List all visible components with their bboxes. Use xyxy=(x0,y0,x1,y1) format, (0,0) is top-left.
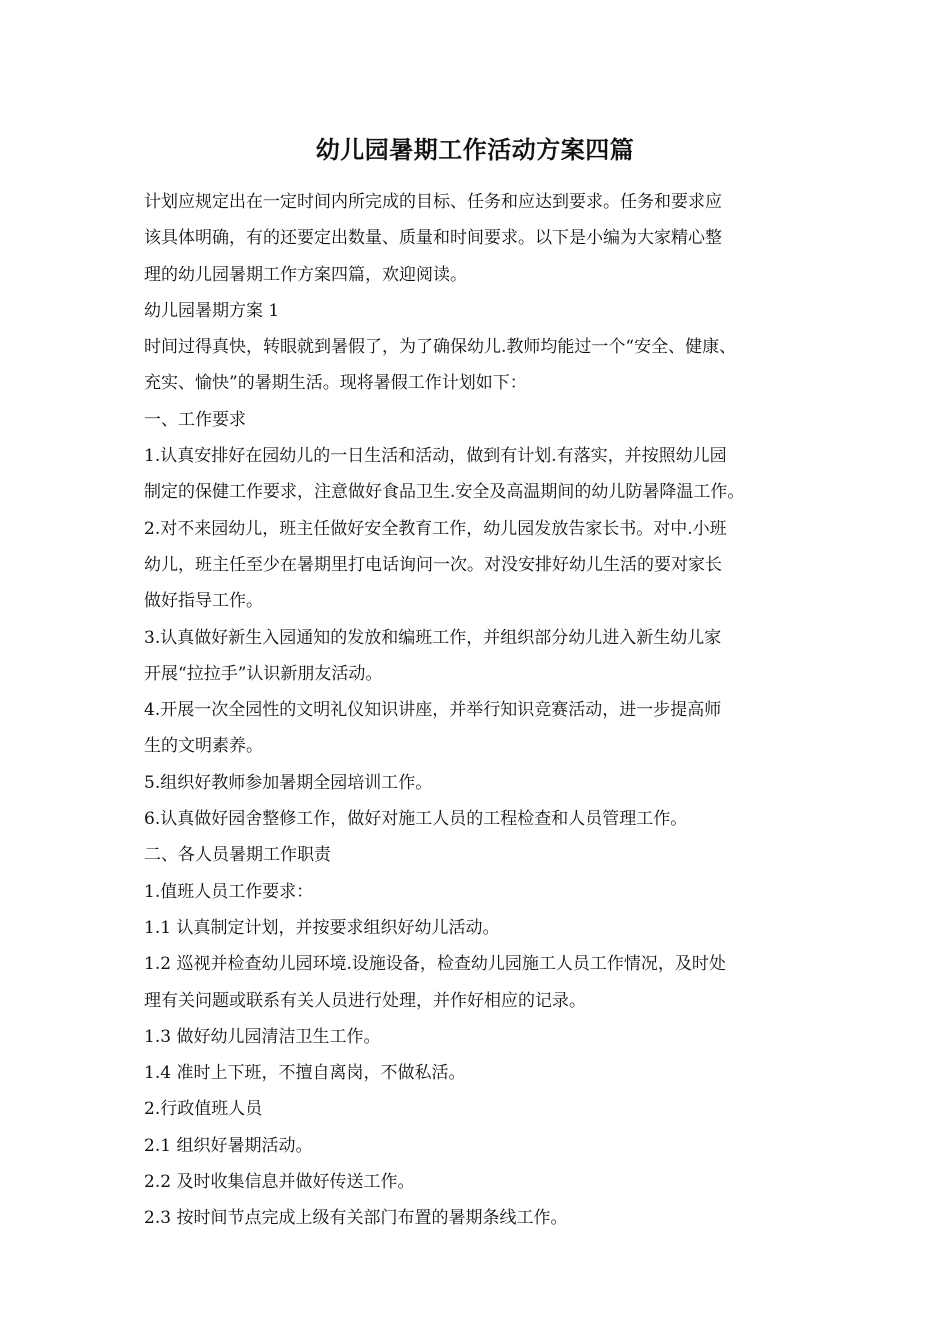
text-line: 计划应规定出在一定时间内所完成的目标、任务和应达到要求。任务和要求应 xyxy=(144,192,722,212)
paragraph xyxy=(144,329,824,402)
text-line: 生的文明素养。 xyxy=(144,736,263,757)
paragraph xyxy=(144,402,824,438)
text-line: 1.3 做好幼儿园清洁卫生工作。 xyxy=(144,1026,381,1047)
paragraph xyxy=(144,1164,824,1200)
text-line: 2.对不来园幼儿，班主任做好安全教育工作，幼儿园发放告家长书。对中.小班 xyxy=(144,518,727,539)
text-line: 1.认真安排好在园幼儿的一日生活和活动，做到有计划.有落实，并按照幼儿园 xyxy=(144,446,727,467)
text-line: 理有关问题或联系有关人员进行处理，并作好相应的记录。 xyxy=(144,990,586,1011)
text-line: 3.认真做好新生入园通知的发放和编班工作，并组织部分幼儿进入新生幼儿家 xyxy=(144,627,722,648)
text-line: 该具体明确，有的还要定出数量、质量和时间要求。以下是小编为大家精心整 xyxy=(144,228,722,249)
text-line: 时间过得真快，转眼就到暑假了，为了确保幼儿.教师均能过一个“安全、健康、 xyxy=(144,337,737,358)
paragraph xyxy=(144,1128,824,1164)
text-line: 5.组织好教师参加暑期全园培训工作。 xyxy=(144,772,433,793)
paragraph xyxy=(144,874,824,910)
paragraph xyxy=(144,946,824,1019)
paragraph xyxy=(144,620,824,693)
paragraph xyxy=(144,293,824,329)
text-line: 1.4 准时上下班，不擅自离岗，不做私活。 xyxy=(144,1063,466,1084)
paragraph xyxy=(144,1091,824,1127)
text-line: 幼儿园暑期方案 1 xyxy=(144,300,280,321)
paragraph xyxy=(144,765,824,801)
text-line: 制定的保健工作要求，注意做好食品卫生.安全及高温期间的幼儿防暑降温工作。 xyxy=(144,482,745,503)
paragraph xyxy=(144,184,824,293)
text-line: 2.行政值班人员 xyxy=(144,1099,263,1120)
text-line: 6.认真做好园舍整修工作，做好对施工人员的工程检查和人员管理工作。 xyxy=(144,809,688,830)
text-line: 二、各人员暑期工作职责 xyxy=(144,845,331,866)
document-title: 幼儿园暑期工作活动方案四篇 xyxy=(315,135,635,164)
text-line: 1.1 认真制定计划，并按要求组织好幼儿活动。 xyxy=(144,917,500,938)
text-line: 理的幼儿园暑期工作方案四篇，欢迎阅读。 xyxy=(144,264,467,285)
paragraph xyxy=(144,910,824,946)
text-line: 一、工作要求 xyxy=(144,409,246,430)
text-line: 幼儿，班主任至少在暑期里打电话询问一次。对没安排好幼儿生活的要对家长 xyxy=(144,554,722,575)
paragraph xyxy=(144,1055,824,1091)
text-line: 做好指导工作。 xyxy=(144,591,263,612)
text-line: 1.2 巡视并检查幼儿园环境.设施设备，检查幼儿园施工人员工作情况，及时处 xyxy=(144,954,726,975)
text-line: 2.1 组织好暑期活动。 xyxy=(144,1135,313,1156)
paragraph xyxy=(144,1019,824,1055)
paragraph xyxy=(144,511,824,620)
document-body xyxy=(144,184,824,1237)
text-line: 4.开展一次全园性的文明礼仪知识讲座，并举行知识竞赛活动，进一步提高师 xyxy=(144,700,722,721)
text-line: 2.3 按时间节点完成上级有关部门布置的暑期条线工作。 xyxy=(144,1208,568,1229)
text-line: 开展“拉拉手”认识新朋友活动。 xyxy=(144,663,383,684)
paragraph xyxy=(144,801,824,837)
text-line: 2.2 及时收集信息并做好传送工作。 xyxy=(144,1172,415,1193)
paragraph xyxy=(144,1200,824,1236)
paragraph xyxy=(144,837,824,873)
text-line: 充实、愉快”的暑期生活。现将暑假工作计划如下： xyxy=(144,373,527,394)
paragraph xyxy=(144,692,824,765)
paragraph xyxy=(144,438,824,511)
text-line: 1.值班人员工作要求： xyxy=(144,881,314,902)
